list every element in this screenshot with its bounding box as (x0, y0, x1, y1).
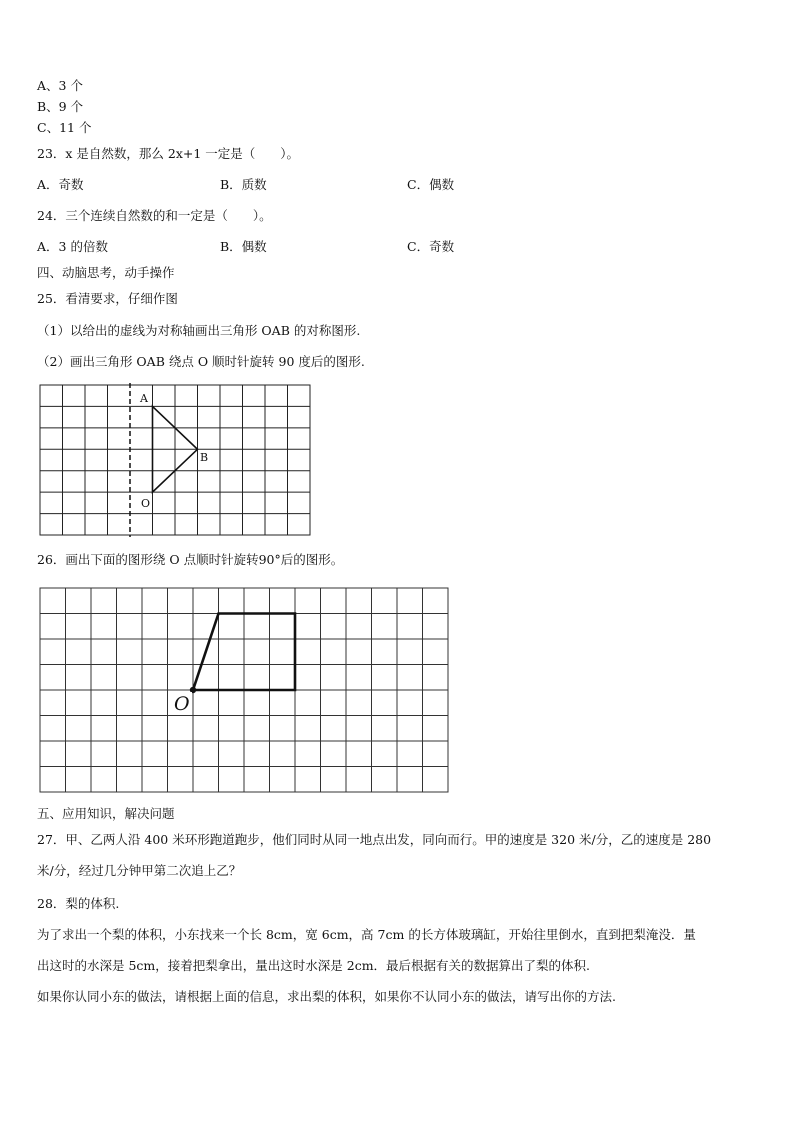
q28-line2: 出这时的水深是 5cm，接着把梨拿出，量出这时水深是 2cm．最后根据有关的数据算出了梨的体积. (37, 958, 591, 973)
q24-option-c: C．奇数 (407, 239, 455, 254)
q24-option-a: A．3 的倍数 (37, 239, 108, 254)
label-b: B (200, 451, 209, 464)
q25-part1: （1）以给出的虚线为对称轴画出三角形 OAB 的对称图形. (37, 323, 361, 338)
q25-part2: （2）画出三角形 OAB 绕点 O 顺时针旋转 90 度后的图形. (37, 354, 365, 369)
q26-stem: 26．画出下面的图形绕 O 点顺时针旋转90°后的图形。 (37, 552, 344, 567)
q26-grid-figure (38, 586, 450, 796)
q27-line2: 米/分，经过几分钟甲第二次追上乙？ (37, 863, 242, 878)
q22-option-c: C、11 个 (37, 120, 92, 135)
section4-title: 四、动脑思考，动手操作 (37, 265, 175, 280)
q25-stem: 25．看清要求，仔细作图 (37, 291, 178, 306)
label-o: O (141, 497, 151, 510)
q27-line1: 27．甲、乙两人沿 400 米环形跑道跑步，他们同时从同一地点出发，同向而行。甲的速度是 320 米/分，乙的速度是 280 (37, 832, 712, 847)
section5-title: 五、应用知识，解决问题 (37, 806, 175, 821)
q22-option-a: A、3 个 (37, 78, 83, 93)
q23-option-b: B．质数 (220, 177, 267, 192)
q28-stem: 28．梨的体积. (37, 896, 120, 911)
q28-line1: 为了求出一个梨的体积，小东找来一个长 8cm，宽 6cm，高 7cm 的长方体玻璃缸，开始往里倒水，直到把梨淹没．量 (37, 927, 696, 942)
q22-option-b: B、9 个 (37, 99, 84, 114)
q23-option-c: C．偶数 (407, 177, 455, 192)
label-a: A (140, 392, 148, 405)
q25-grid-figure (38, 383, 313, 538)
q25-grid-lines (40, 385, 310, 535)
q24-option-b: B．偶数 (220, 239, 267, 254)
q23-option-a: A．奇数 (37, 177, 84, 192)
q28-line3: 如果你认同小东的做法，请根据上面的信息，求出梨的体积，如果你不认同小东的做法，请写出你的方法. (37, 989, 616, 1004)
q24-stem: 24．三个连续自然数的和一定是（ ）。 (37, 208, 272, 223)
label-o-italic: O (174, 693, 190, 715)
q23-stem: 23．x 是自然数，那么 2x+1 一定是（ ）。 (37, 146, 300, 161)
